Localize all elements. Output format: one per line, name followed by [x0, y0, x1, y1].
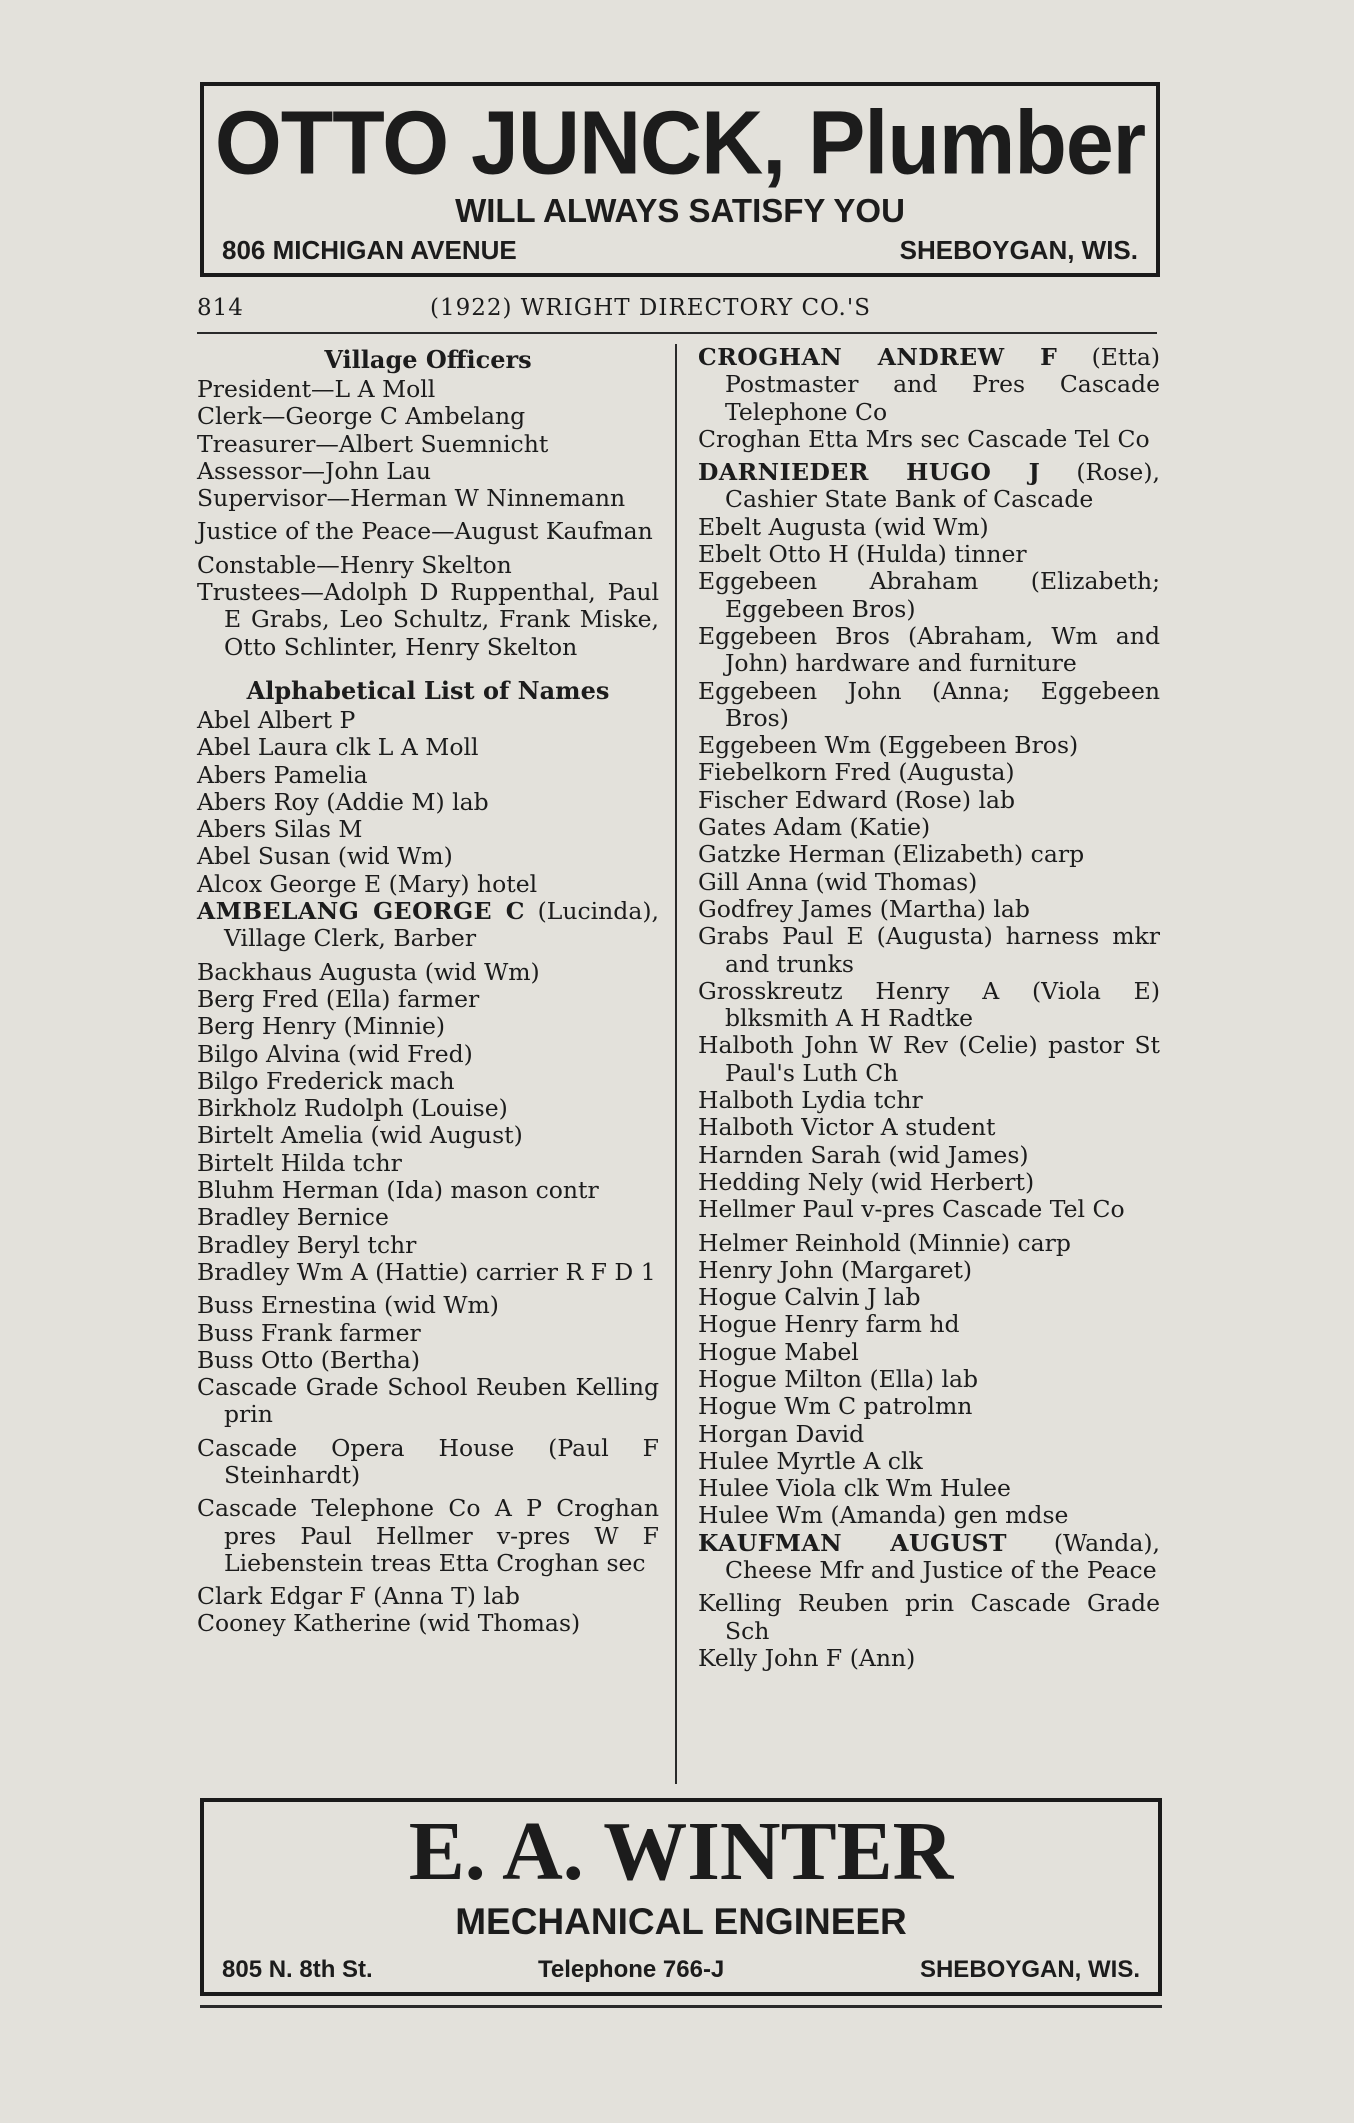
- name-entry: Halboth Lydia tchr: [698, 1086, 923, 1115]
- name-entry: Birtelt Hilda tchr: [197, 1148, 402, 1177]
- officer-entry: Supervisor—Herman W Ninnemann: [197, 484, 626, 513]
- name-entry: Abel Albert P: [197, 705, 356, 734]
- name-entry: Eggebeen John (Anna; Eggebeen Bros): [698, 676, 1160, 732]
- officer-entry: Trustees—Adolph D Ruppenthal, Paul E Grabs, Leo Schultz, Frank Miske, Otto Schlinter, Henry Skelton: [197, 578, 659, 661]
- name-entry: Abers Silas M: [197, 815, 363, 844]
- ad-phone: Telephone 766-J: [538, 1956, 725, 1983]
- name-entry: Fiebelkorn Fred (Augusta): [698, 758, 1015, 787]
- ad-profession: MECHANICAL ENGINEER: [455, 1901, 907, 1942]
- name-entry: Hogue Calvin J lab: [698, 1283, 921, 1312]
- name-entry: Ebelt Otto H (Hulda) tinner: [698, 540, 1027, 569]
- ad-ea-winter: [200, 1798, 1162, 1996]
- name-entry: Hogue Milton (Ella) lab: [698, 1364, 979, 1393]
- name-entry: Horgan David: [698, 1419, 865, 1448]
- name-entry: Eggebeen Wm (Eggebeen Bros): [698, 731, 1079, 760]
- running-head-title: (1922) WRIGHT DIRECTORY CO.'S: [430, 295, 871, 321]
- ad-otto-junck: [200, 82, 1160, 277]
- name-entry: Kelling Reuben prin Cascade Grade Sch: [698, 1589, 1160, 1645]
- name-entry: Bradley Beryl tchr: [197, 1230, 417, 1259]
- bold-name: KAUFMAN AUGUST: [698, 1528, 1007, 1557]
- name-entry: Kelly John F (Ann): [698, 1643, 916, 1672]
- right-column: [698, 344, 1160, 1672]
- name-entry: Bilgo Alvina (wid Fred): [197, 1039, 473, 1068]
- name-entry: Hulee Myrtle A clk: [698, 1446, 923, 1475]
- ad-street: 805 N. 8th St.: [222, 1956, 373, 1983]
- name-entry-bold: [698, 459, 1160, 514]
- names-heading: Alphabetical List of Names: [246, 675, 610, 705]
- name-entry: Grabs Paul E (Augusta) harness mkr and trunks: [698, 922, 1160, 978]
- name-entry: Hedding Nely (wid Herbert): [698, 1167, 1035, 1196]
- name-entry: Buss Ernestina (wid Wm): [197, 1291, 499, 1320]
- officer-entry: President—L A Moll: [197, 375, 436, 403]
- name-entry: Hulee Viola clk Wm Hulee: [698, 1474, 1011, 1503]
- name-entry: Bradley Wm A (Hattie) carrier R F D 1: [197, 1257, 656, 1286]
- ad-city: SHEBOYGAN, WIS.: [899, 235, 1138, 265]
- page-number: 814: [197, 295, 244, 321]
- name-entry: Hulee Wm (Amanda) gen mdse: [698, 1501, 1069, 1530]
- name-detail: (Wanda), Cheese Mfr and Justice of the Peace: [725, 1528, 1160, 1585]
- name-entry-bold: [698, 1530, 1160, 1585]
- name-detail: (Etta) Postmaster and Pres Cascade Telephone Co: [725, 343, 1160, 426]
- ad-city: SHEBOYGAN, WIS.: [919, 1956, 1140, 1983]
- name-entry: Halboth John W Rev (Celie) pastor St Paul's Luth Ch: [698, 1031, 1160, 1087]
- name-entry: Abel Susan (wid Wm): [197, 842, 453, 871]
- name-entry: Hogue Henry farm hd: [698, 1310, 960, 1339]
- name-entry: Abers Pamelia: [197, 760, 368, 789]
- name-entry: Birkholz Rudolph (Louise): [197, 1094, 508, 1123]
- name-entry: Hellmer Paul v-pres Cascade Tel Co: [698, 1195, 1125, 1224]
- name-entry: Croghan Etta Mrs sec Cascade Tel Co: [698, 424, 1150, 453]
- name-entry: Ebelt Augusta (wid Wm): [698, 512, 989, 541]
- officer-entry: Assessor—John Lau: [197, 456, 432, 485]
- name-entry: Cascade Opera House (Paul F Steinhardt): [197, 1433, 659, 1489]
- name-entry-bold: [197, 898, 659, 953]
- ad-name: E. A. WINTER: [408, 1805, 954, 1898]
- village-officers-heading: Village Officers: [324, 345, 532, 374]
- name-entry: Gill Anna (wid Thomas): [698, 867, 978, 896]
- name-entry: Bluhm Herman (Ida) mason contr: [197, 1176, 599, 1205]
- officer-entry: Clerk—George C Ambelang: [197, 402, 526, 431]
- name-entry: Gatzke Herman (Elizabeth) carp: [698, 840, 1085, 869]
- ad-address: 806 MICHIGAN AVENUE: [222, 235, 517, 265]
- name-entry: Helmer Reinhold (Minnie) carp: [698, 1228, 1071, 1257]
- ad-tagline: WILL ALWAYS SATISFY YOU: [455, 192, 905, 229]
- name-entry: Clark Edgar F (Anna T) lab: [197, 1582, 520, 1611]
- name-detail: (Rose), Cashier State Bank of Cascade: [725, 458, 1160, 514]
- name-entry: Berg Fred (Ella) farmer: [197, 984, 480, 1013]
- officer-entry: Justice of the Peace—August Kaufman: [197, 517, 653, 546]
- name-entry: Alcox George E (Mary) hotel: [197, 869, 538, 898]
- name-entry: Berg Henry (Minnie): [197, 1012, 446, 1041]
- name-entry: Bilgo Frederick mach: [197, 1066, 455, 1095]
- bottom-rule: [200, 2005, 1162, 2008]
- bold-name: AMBELANG GEORGE C: [197, 897, 526, 926]
- name-entry: Buss Otto (Bertha): [197, 1345, 421, 1374]
- name-entry: Cascade Grade School Reuben Kelling prin: [197, 1373, 659, 1429]
- name-entry: Harnden Sarah (wid James): [698, 1140, 1029, 1169]
- name-entry: Grosskreutz Henry A (Viola E) blksmith A H Radtke: [698, 976, 1160, 1033]
- name-entry: Gates Adam (Katie): [698, 813, 931, 842]
- name-entry: Halboth Victor A student: [698, 1113, 996, 1142]
- officer-entry: Treasurer—Albert Suemnicht: [197, 429, 549, 458]
- name-entry: Birtelt Amelia (wid August): [197, 1121, 523, 1150]
- name-entry: Abel Laura clk L A Moll: [197, 733, 479, 762]
- officer-entry: Constable—Henry Skelton: [197, 550, 512, 579]
- name-entry: Cascade Telephone Co A P Croghan pres Paul Hellmer v-pres W F Liebenstein treas Etta Croghan sec: [197, 1494, 659, 1577]
- name-entry-bold: [698, 344, 1160, 426]
- name-entry: Hogue Wm C patrolmn: [698, 1392, 973, 1421]
- name-entry: Cooney Katherine (wid Thomas): [197, 1609, 581, 1638]
- head-rule: [197, 332, 1157, 334]
- name-detail: (Lucinda), Village Clerk, Barber: [224, 897, 659, 953]
- name-entry: Eggebeen Bros (Abraham, Wm and John) hardware and furniture: [698, 621, 1160, 678]
- bold-name: DARNIEDER HUGO J: [698, 458, 1041, 487]
- name-entry: Eggebeen Abraham (Elizabeth; Eggebeen Bros): [698, 567, 1160, 623]
- name-entry: Henry John (Margaret): [698, 1255, 973, 1284]
- name-entry: Bradley Bernice: [197, 1203, 389, 1232]
- ad-title: OTTO JUNCK, Plumber: [214, 92, 1146, 194]
- running-head: [197, 295, 1157, 333]
- name-entry: Backhaus Augusta (wid Wm): [197, 957, 540, 986]
- name-entry: Hogue Mabel: [698, 1337, 859, 1366]
- name-entry: Fischer Edward (Rose) lab: [698, 785, 1016, 814]
- name-entry: Buss Frank farmer: [197, 1318, 421, 1347]
- name-entry: Abers Roy (Addie M) lab: [197, 787, 489, 816]
- left-column: [197, 344, 659, 1638]
- column-divider: [675, 344, 677, 1784]
- name-entry: Godfrey James (Martha) lab: [698, 894, 1030, 923]
- bold-name: CROGHAN ANDREW F: [698, 343, 1058, 371]
